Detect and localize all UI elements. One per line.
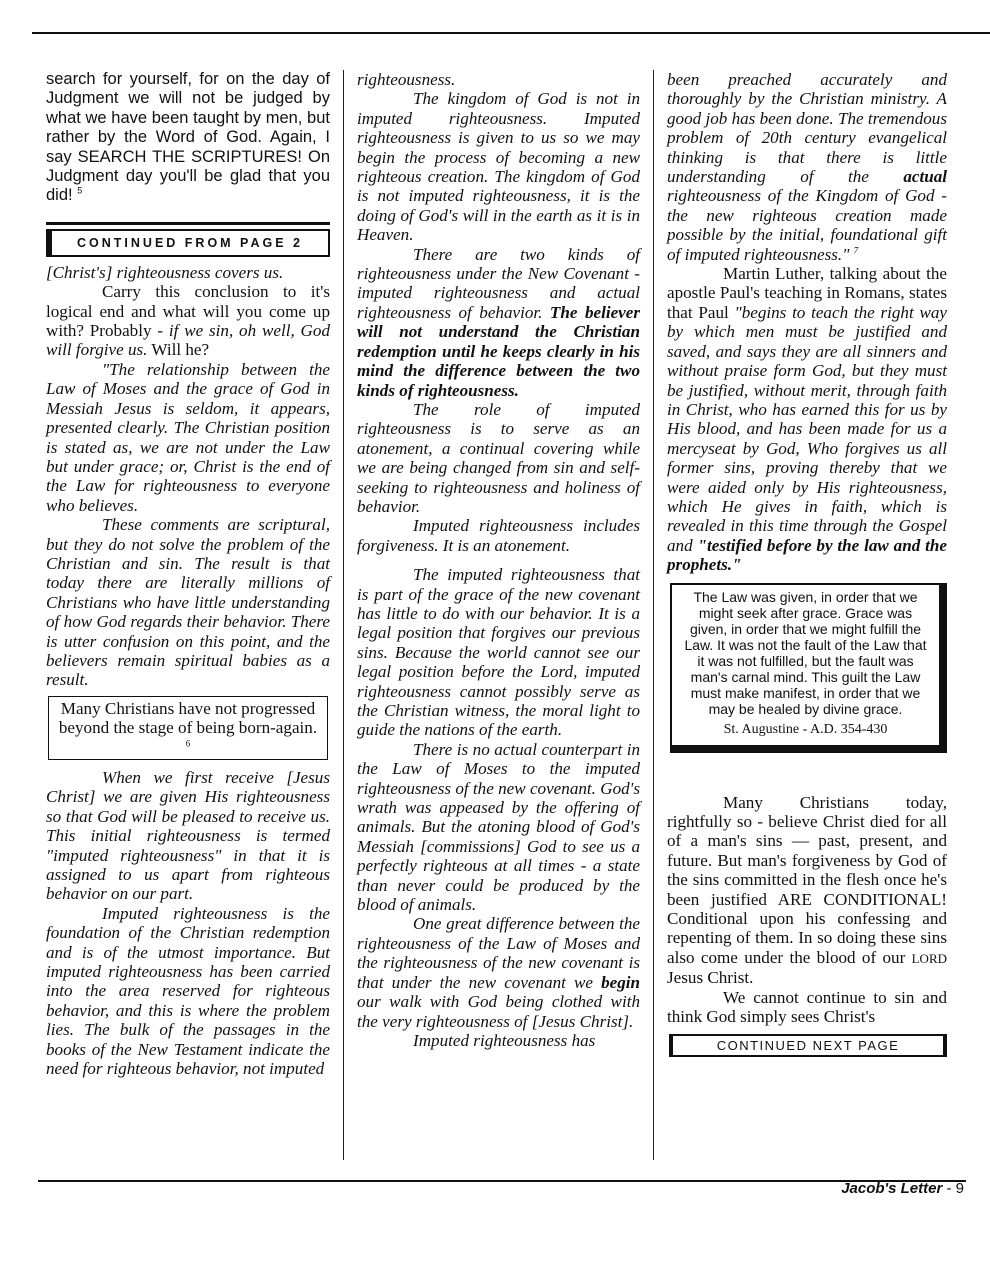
text-span: Jesus Christ.	[667, 968, 754, 988]
top-rule	[32, 32, 990, 34]
paragraph: The kingdom of God is not in imputed righteousness. Imputed righteousness is given to us so we may begin the process of becoming a new righteous creation. The kingdom of God is not imputed righteousness, it is the doing of God's will in the earth as it is in Heaven.	[357, 89, 640, 245]
paragraph	[46, 70, 330, 206]
text-span: One great difference between the righteousness of the Law of Moses and the righteousness of the new covenant is that under the new covenant we	[357, 914, 640, 992]
paragraph: "The relationship between the Law of Moses and the grace of God in Messiah Jesus is seldom, it appears, presented clearly. The Christian position is stated as, we are not under the Law but under grace; or, Christ is the end of the Law for righteousness to everyone who believes.	[46, 359, 330, 515]
text-span: There are two kinds of righteousness under the New Covenant - imputed righteousness and actual righteousness of behavior.	[357, 244, 640, 322]
column-3	[667, 70, 947, 1057]
column-1	[46, 70, 330, 1079]
paragraph	[46, 282, 330, 360]
pull-quote-text: Many Christians have not progressed beyond the stage of being born-again.	[58, 698, 318, 738]
small-caps-text: LORD	[911, 950, 947, 966]
paragraph: The role of imputed righteousness is to serve as an atonement, a continual covering while we are being changed from sin and self-seeking to righteousness and holiness of behavior.	[357, 399, 640, 516]
paragraph	[667, 264, 947, 575]
quote-text: The Law was given, in order that we might seek after grace. Grace was given, in order that we might fulfill the Law. It was not the fault of the Law that it was not fulfilled, but the fault was man's carnal mind. This guilt the Law must make manifest, in order that we may be healed by divine grace.	[684, 588, 927, 717]
paragraph: Imputed righteousness is the foundation of the Christian redemption and is of the utmost importance. But imputed righteousness has been carried into the area reserved for righteous behavior, and this is where the problem lies. The bulk of the passages in the books of the New Testament indicate the need for righteous behavior, not imputed	[46, 903, 330, 1079]
footnote-marker: 5	[77, 185, 83, 196]
paragraph	[357, 245, 640, 400]
text-span: if we sin, oh well, God will forgive us.	[46, 321, 330, 360]
continued-from-banner	[46, 222, 330, 257]
paragraph: The imputed righteousness that is part of the grace of the new covenant has little to do with our behavior. It is a legal position that forgives our previous sins. Because the world cannot see our legal position before the Lord, imputed righteousness cannot possibly serve as the Christian witness, the moral light to guide the nations of the earth.	[357, 565, 640, 740]
paragraph: Imputed righteousness includes forgiveness. It is an atonement.	[357, 516, 640, 555]
footnote-marker: 7	[853, 244, 859, 255]
paragraph	[667, 70, 947, 264]
publication-name: Jacob's Letter	[841, 1180, 943, 1197]
bottom-rule	[38, 1180, 966, 1182]
paragraph: righteousness.	[357, 70, 456, 89]
text-span: Carry this conclusion to it's logical end and what will you come up with? Probably -	[46, 282, 330, 341]
continued-next-label: CONTINUED NEXT PAGE	[669, 1034, 947, 1057]
continued-from-label: CONTINUED FROM PAGE 2	[46, 229, 330, 257]
text-span: Martin Luther, talking about the apostle Paul's teaching in Romans, states that Paul	[667, 264, 947, 322]
bold-text: The believer will not understand the Christian redemption until he keeps clearly in his mind the difference between the two kinds of righteousness.	[357, 302, 640, 400]
paragraph	[667, 793, 947, 988]
bold-text: begin	[601, 972, 640, 992]
paragraph	[357, 914, 640, 1030]
paragraph-text: search for yourself, for on the day of Judgment we will not be judged by what we have been taught by men, but rather by the Word of God. Again, I say SEARCH THE SCRIPTURES! On Judgment day you'll be glad that you did!	[46, 70, 330, 205]
column-divider	[653, 70, 654, 1160]
column-2	[357, 70, 640, 1050]
text-span: Will he?	[147, 340, 210, 360]
paragraph: [Christ's] righteousness covers us.	[46, 262, 284, 282]
paragraph: Imputed righteousness has	[413, 1030, 596, 1050]
text-span: been preached accurately and thoroughly by the Christian ministry. A good job has been done. The tremendous problem of 20th century evangelical thinking is that there is little understanding of the	[667, 70, 947, 187]
paragraph: These comments are scriptural, but they do not solve the problem of the Christian and sin. The result is that today there are literally millions of Christians who have little understanding of how God regards their behavior. There is utter confusion on this point, and the believers remain spiritual babies as a result.	[46, 515, 330, 690]
quote-box	[670, 583, 947, 753]
bold-text: "testified before by the law and the prophets."	[667, 535, 947, 575]
text-span: our walk with God being clothed with the very righteousness of [Jesus Christ].	[357, 992, 640, 1031]
quote-attribution: St. Augustine - A.D. 354-430	[723, 721, 888, 737]
bold-text: actual	[903, 167, 947, 187]
paragraph: There is no actual counterpart in the Law of Moses to the imputed righteousness of the new covenant. God's wrath was appeased by the offering of animals. But the atoning blood of God's Messiah [commissions] God to see us a perfectly righteous at all times - a state than never could be produced by the blood of animals.	[357, 739, 640, 915]
text-span: righteousness of the Kingdom of God - the new righteous creation made possible by the initial, foundational gift of imputed righteousness."	[667, 186, 947, 264]
text-span: Many Christians today, rightfully so - believe Christ died for all of a man's sins — past, present, and future. But man's forgiveness by God of the sins committed in the flesh once he's been justified ARE CONDITIONAL! Conditional upon his confessing and repenting of them. In so doing these sins also come under the blood of our	[667, 792, 947, 967]
paragraph: We cannot continue to sin and think God simply sees Christ's	[667, 987, 947, 1027]
paragraph: When we first receive [Jesus Christ] we are given His righteousness so that God will be pleased to receive us. This initial righteousness is termed "imputed righteousness" in that it is assigned to us apart from righteous behavior on our part.	[46, 768, 330, 904]
pull-quote-box	[48, 696, 328, 760]
column-divider	[343, 70, 344, 1160]
page-footer	[841, 1180, 964, 1197]
quoted-text: "begins to teach the right way by which men must be justified and saved, and says they are all sinners and without praise form God, but they must be justified, without merit, through faith in Christ, who has earned this for us by His blood, and has been made for us a mercyseat by God, Who forgives us all former sins, proving thereby that we were aided only by His righteousness, which He gives in faith, which is revealed in this time through the Gospel and	[667, 302, 947, 555]
page-number: - 9	[946, 1180, 964, 1197]
footnote-marker: 6	[185, 737, 191, 748]
